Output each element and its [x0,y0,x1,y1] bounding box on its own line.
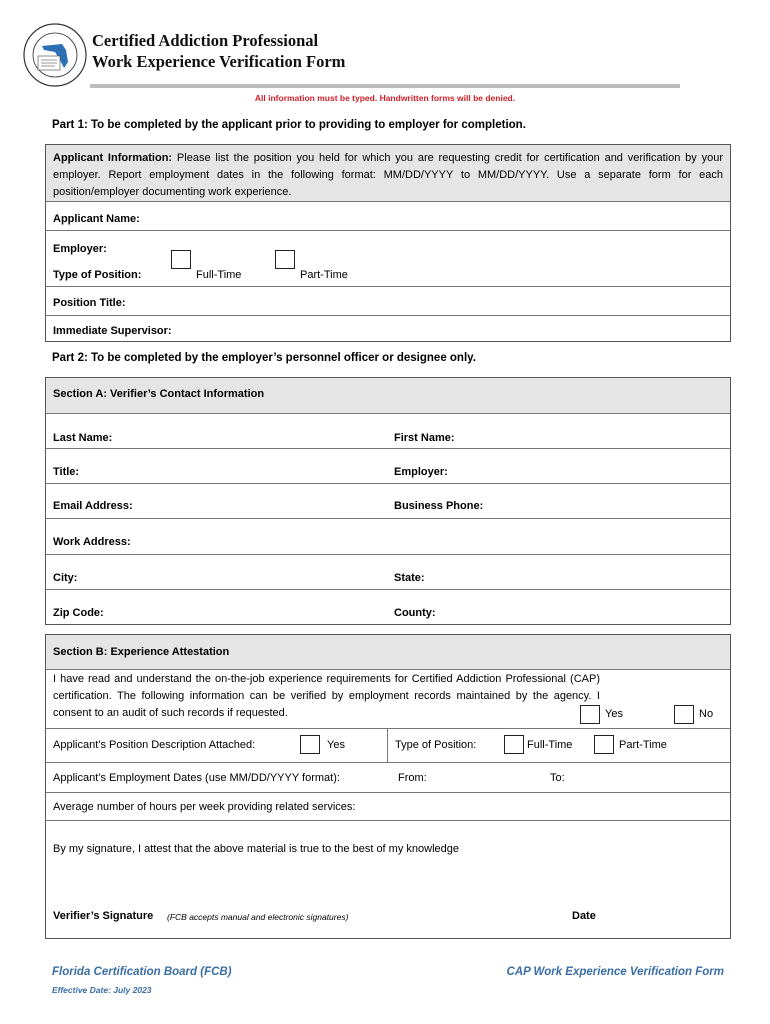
immediate-supervisor-row[interactable] [46,315,730,341]
part-time-label: Part-Time [300,269,348,281]
part1-heading: Part 1: To be completed by the applicant prior to providing to employer for completion. [52,119,526,131]
employer-row[interactable] [46,230,730,257]
type-of-position-label: Type of Position: [53,269,142,281]
average-hours-label: Average number of hours per week providing related services: [53,801,356,813]
title-divider [90,84,680,88]
from-date-label[interactable]: From: [398,772,427,784]
attestation-row [46,669,730,728]
description-attached-label: Applicant’s Position Description Attached: [53,739,256,751]
section-b-heading: Section B: Experience Attestation [53,646,230,658]
section-a-box [45,377,731,625]
email-phone-row [46,483,730,518]
full-time-label: Full-Time [196,269,242,281]
signature-attest-row [46,820,730,910]
footer-effective-date: Effective Date: July 2023 [52,985,152,995]
part-time-checkbox[interactable] [275,250,295,269]
applicant-name-label: Applicant Name: [53,213,140,225]
immediate-supervisor-label: Immediate Supervisor: [53,325,172,337]
section-b-box [45,634,731,939]
date-label: Date [572,910,596,922]
signature-attest-text: By my signature, I attest that the above material is true to the best of my knowledge [53,843,459,855]
fcb-seal-logo [22,22,88,88]
row-divider [387,729,388,762]
title-employer-row [46,448,730,483]
verifier-title-label[interactable]: Title: [53,466,80,478]
description-attached-yes-label: Yes [327,739,345,751]
applicant-info-instructions [46,145,730,201]
business-phone-label[interactable]: Business Phone: [394,500,484,512]
footer-organization: Florida Certification Board (FCB) [52,966,232,978]
zip-county-row [46,589,730,624]
city-label[interactable]: City: [53,572,78,584]
city-state-row [46,554,730,589]
work-address-row[interactable] [46,518,730,554]
work-address-label: Work Address: [53,536,131,548]
last-name-label[interactable]: Last Name: [53,432,113,444]
b-type-of-position-label: Type of Position: [395,739,477,751]
signature-note: (FCB accepts manual and electronic signatures) [167,912,349,922]
consent-yes-checkbox[interactable] [580,705,600,724]
b-part-time-label: Part-Time [619,739,667,751]
consent-no-label: No [699,708,714,720]
position-title-label: Position Title: [53,297,126,309]
verifier-employer-label[interactable]: Employer: [394,466,448,478]
form-title-line1: Certified Addiction Professional [92,31,319,50]
part2-heading: Part 2: To be completed by the employer’s personnel officer or designee only. [52,352,476,364]
section-a-heading: Section A: Verifier’s Contact Information [53,388,265,400]
first-name-label[interactable]: First Name: [394,432,455,444]
county-label[interactable]: County: [394,607,436,619]
b-full-time-checkbox[interactable] [504,735,524,754]
footer-form-name: CAP Work Experience Verification Form [506,966,724,978]
full-time-checkbox[interactable] [171,250,191,269]
applicant-name-row[interactable] [46,201,730,230]
consent-no-checkbox[interactable] [674,705,694,724]
form-title-line2: Work Experience Verification Form [92,52,346,71]
average-hours-row[interactable] [46,792,730,820]
to-date-label[interactable]: To: [550,772,565,784]
description-attached-checkbox[interactable] [300,735,320,754]
description-type-row [46,728,730,762]
state-label[interactable]: State: [394,572,425,584]
zip-code-label[interactable]: Zip Code: [53,607,104,619]
consent-yes-label: Yes [605,708,623,720]
verifier-signature-label: Verifier’s Signature [53,910,154,922]
employment-dates-row [46,762,730,792]
name-row [46,413,730,448]
section-a-header [46,378,730,413]
position-title-row[interactable] [46,286,730,315]
b-full-time-label: Full-Time [527,739,573,751]
employer-label: Employer: [53,243,107,255]
signature-row[interactable] [46,910,730,938]
applicant-info-label: Applicant Information: [53,152,173,164]
attestation-text: I have read and understand the on-the-job experience requirements for Certified Addiction Professional (CAP) certification. The following information can be verified by employment records maintained by the agency. I consent to an audit of such records if requested. [53,673,600,719]
type-of-position-row [46,257,730,286]
applicant-information-box [45,144,731,342]
form-title [92,30,345,72]
section-b-header [46,635,730,669]
b-part-time-checkbox[interactable] [594,735,614,754]
employment-dates-label: Applicant’s Employment Dates (use MM/DD/YYYY format): [53,772,340,784]
applicant-info-text: Please list the position you held for which you are requesting credit for certification and verification by your employer. Report employment dates in the following format: MM/DD/YYYY to MM/DD/YYYY. Use a separate form for each position/employer documenting work experience. [53,152,723,198]
typed-only-notice: All information must be typed. Handwritten forms will be denied. [254,93,516,103]
email-address-label[interactable]: Email Address: [53,500,133,512]
